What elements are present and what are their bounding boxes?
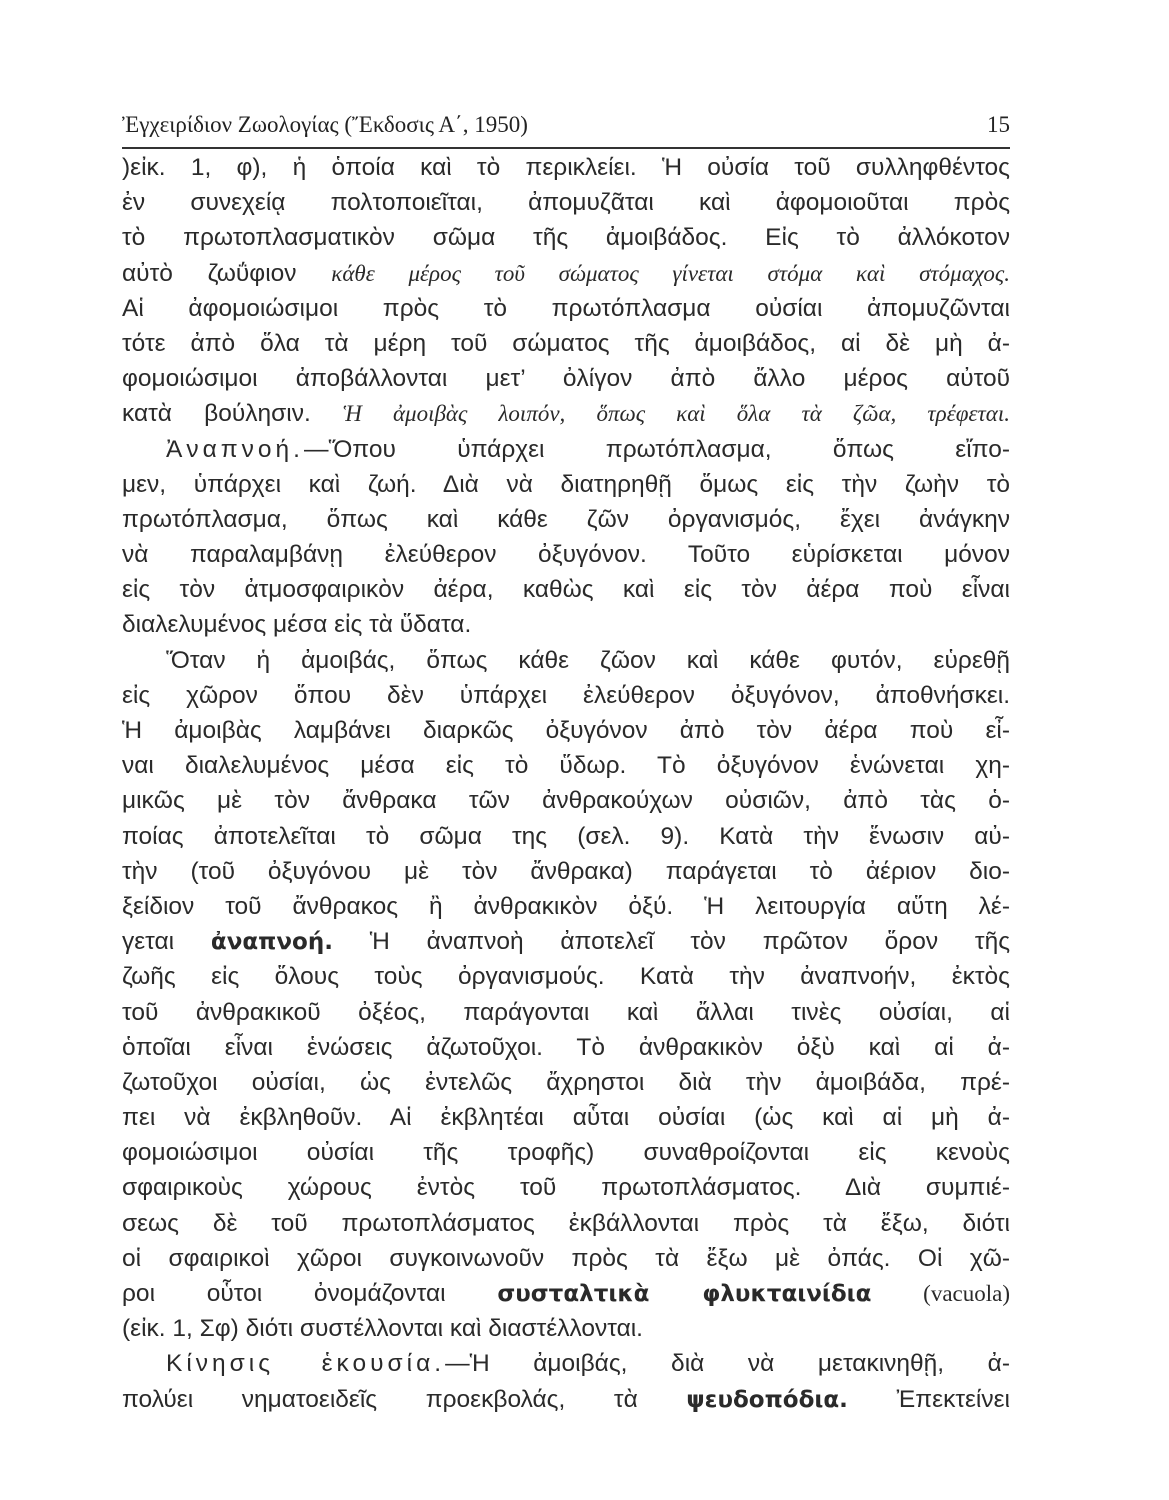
text-line <box>122 1346 1010 1381</box>
text-run: ζωτοῦχοι οὐσίαι, ὡς ἐντελῶς ἄχρηστοι διὰ τὴν ἀμοιβάδα, πρέ- <box>122 1068 1010 1096</box>
text-line <box>122 1382 1010 1417</box>
text-line <box>122 1135 1010 1170</box>
text-line <box>122 1030 1010 1065</box>
header-rule <box>122 147 1010 149</box>
text-run: )εἰκ. 1, φ), ἡ ὁποία καὶ τὸ περικλείει. Ἡ οὐσία τοῦ συλληφθέντος <box>122 154 1010 181</box>
body-text <box>122 150 1010 1417</box>
text-run: πρωτόπλασμα, ὅπως καὶ κάθε ζῶν ὀργανισμός, ἔχει ἀνάγκην <box>122 505 1010 533</box>
text-run: γεται <box>122 928 211 956</box>
bold-term: ψευδοπόδια. <box>686 1386 848 1413</box>
text-run: Ὅταν ἡ ἀμοιβάς, ὅπως κάθε ζῶον καὶ κάθε φυτόν, εὑρεθῇ <box>166 646 1010 674</box>
text-line <box>122 326 1010 361</box>
text-run: —Ἡ ἀμοιβάς, διὰ νὰ μετακινηθῇ, ἀ- <box>445 1350 1010 1378</box>
text-run: τοῦ ἀνθρακικοῦ ὀξέος, παράγονται καὶ ἄλλαι τινὲς οὐσίαι, αἱ <box>122 998 1010 1026</box>
text-run: ξείδιον τοῦ ἄνθρακος ἢ ἀνθρακικὸν ὀξύ. Ἡ λειτουργία αὕτη λέ- <box>122 892 1010 920</box>
text-line <box>122 291 1010 326</box>
text-run: πολύει νηματοειδεῖς προεκβολάς, τὰ <box>122 1385 687 1413</box>
text-run: εἰς χῶρον ὅπου δὲν ὑπάρχει ἐλεύθερον ὀξυγόνον, ἀποθνήσκει. <box>122 681 1010 709</box>
running-header <box>122 112 1010 146</box>
page-number: 15 <box>987 112 1010 137</box>
text-run: μεν, ὑπάρχει καὶ ζωή. Διὰ νὰ διατηρηθῇ ὅμως εἰς τὴν ζωὴν τὸ <box>122 470 1010 498</box>
text-line <box>122 537 1010 572</box>
text-run <box>871 1280 923 1307</box>
text-run: ναι διαλελυμένος μέσα εἰς τὸ ὕδωρ. Τὸ ὀξυγόνον ἑνώνεται χη- <box>122 752 1010 780</box>
text-run: Ἡ ἀμοιβὰς λαμβάνει διαρκῶς ὀξυγόνον ἀπὸ τὸν ἀέρα ποὺ εἶ- <box>122 717 1010 744</box>
text-run: διαλελυμένος μέσα εἰς τὰ ὕδατα. <box>122 611 472 639</box>
text-line <box>122 150 1010 185</box>
text-run: φομοιώσιμοι ἀποβάλλονται μετ’ ὀλίγον ἀπὸ ἄλλο μέρος αὐτοῦ <box>122 365 1010 393</box>
text-line <box>122 256 1010 291</box>
text-line <box>122 1100 1010 1135</box>
text-run: οἱ σφαιρικοὶ χῶροι συγκοινωνοῦν πρὸς τὰ ἔξω μὲ ὀπάς. Οἱ χῶ- <box>122 1244 1010 1272</box>
text-run: αὐτὸ ζωΰφιον <box>122 259 332 287</box>
text-run: νὰ παραλαμβάνῃ ἐλεύθερον ὀξυγόνον. Τοῦτο εὑρίσκεται μόνον <box>122 541 1010 569</box>
text-run: ζωῆς εἰς ὅλους τοὺς ὀργανισμούς. Κατὰ τὴν ἀναπνοήν, ἐκτὸς <box>122 963 1010 991</box>
text-line <box>122 572 1010 607</box>
text-run: Αἱ ἀφομοιώσιμοι πρὸς τὸ πρωτόπλασμα οὐσίαι ἀπομυζῶνται <box>122 294 1010 322</box>
text-line <box>122 220 1010 255</box>
text-line <box>122 1241 1010 1276</box>
text-run: σεως δὲ τοῦ πρωτοπλάσματος ἐκβάλλονται πρὸς τὰ ἔξω, διότι <box>122 1209 1010 1237</box>
text-run: τότε ἀπὸ ὅλα τὰ μέρη τοῦ σώματος τῆς ἀμοιβάδος, αἱ δὲ μὴ ἀ- <box>122 329 1010 357</box>
text-line <box>122 678 1010 713</box>
text-run: τὴν (τοῦ ὀξυγόνου μὲ τὸν ἄνθρακα) παράγεται τὸ ἀέριον διο- <box>122 857 1010 885</box>
text-run: μικῶς μὲ τὸν ἄνθρακα τῶν ἀνθρακούχων οὐσιῶν, ἀπὸ τὰς ὁ- <box>122 787 1010 815</box>
italic-text: κάθε μέρος τοῦ σώματος γίνεται στόμα καὶ στόμαχος. <box>331 260 1010 286</box>
text-line <box>122 783 1010 818</box>
spaced-heading: Κίνησις ἑκουσία. <box>166 1350 446 1378</box>
text-run: τὸ πρωτοπλασματικὸν σῶμα τῆς ἀμοιβάδος. Εἰς τὸ ἀλλόκοτον <box>122 224 1010 252</box>
text-run: φομοιώσιμοι οὐσίαι τῆς τροφῆς) συναθροίζονται εἰς κενοὺς <box>122 1139 1010 1167</box>
text-line <box>122 889 1010 924</box>
text-line <box>122 361 1010 396</box>
text-line <box>122 1276 1010 1311</box>
text-line <box>122 995 1010 1030</box>
text-run: ὁποῖαι εἶναι ἑνώσεις ἀζωτοῦχοι. Τὸ ἀνθρακικὸν ὀξὺ καὶ αἱ ἀ- <box>122 1033 1010 1061</box>
italic-text: Ἡ ἀμοιβὰς λοιπόν, ὅπως καὶ ὅλα τὰ ζῶα, τρέφεται. <box>342 401 1010 427</box>
text-line <box>122 396 1010 431</box>
text-run: Ἡ ἀναπνοὴ ἀποτελεῖ τὸν πρῶτον ὅρον τῆς <box>332 928 1010 956</box>
text-run: ἐν συνεχείᾳ πολτοποιεῖται, ἀπομυζᾶται καὶ ἀφομοιοῦται πρὸς <box>122 189 1010 217</box>
book-title: Ἐγχειρίδιον Ζωολογίας (Ἔκδοσις Α΄, 1950) <box>122 112 528 137</box>
text-line <box>122 1206 1010 1241</box>
text-run: Ἐπεκτείνει <box>847 1385 1010 1413</box>
text-run: κατὰ βούλησιν. <box>122 400 343 428</box>
text-line <box>122 713 1010 748</box>
text-run: εἰς τὸν ἀτμοσφαιρικὸν ἀέρα, καθὼς καὶ εἰς τὸν ἀέρα ποὺ εἶναι <box>122 576 1010 604</box>
text-run: πει νὰ ἐκβληθοῦν. Αἱ ἐκβλητέαι αὗται οὐσίαι (ὡς καὶ αἱ μὴ ἀ- <box>122 1104 1010 1132</box>
text-line <box>122 819 1010 854</box>
text-line <box>122 643 1010 678</box>
text-line <box>122 432 1010 467</box>
text-run: (εἰκ. 1, Σφ) διότι συστέλλονται καὶ διαστέλλονται. <box>122 1315 643 1343</box>
text-line <box>122 1065 1010 1100</box>
text-line <box>122 748 1010 783</box>
text-line <box>122 1311 1010 1346</box>
text-line <box>122 924 1010 959</box>
text-line <box>122 467 1010 502</box>
text-line <box>122 502 1010 537</box>
text-line <box>122 854 1010 889</box>
text-run: ροι οὗτοι ὀνομάζονται <box>122 1280 498 1307</box>
text-line <box>122 959 1010 994</box>
text-run: —Ὅπου ὑπάρχει πρωτόπλασμα, ὅπως εἴπο- <box>303 435 1010 463</box>
text-line <box>122 1170 1010 1205</box>
text-line <box>122 185 1010 220</box>
text-run: ποίας ἀποτελεῖται τὸ σῶμα της (σελ. 9). Κατὰ τὴν ἕνωσιν αὐ- <box>122 822 1010 850</box>
latin-term: (vacuola) <box>923 1281 1011 1306</box>
text-run: σφαιρικοὺς χώρους ἐντὸς τοῦ πρωτοπλάσματος. Διὰ συμπιέ- <box>122 1174 1010 1202</box>
spaced-heading: Ἀναπνοή. <box>166 435 304 463</box>
bold-term: συσταλτικὰ φλυκταινίδια <box>497 1281 872 1307</box>
text-line <box>122 607 1010 642</box>
bold-term: ἀναπνοή. <box>210 929 333 956</box>
